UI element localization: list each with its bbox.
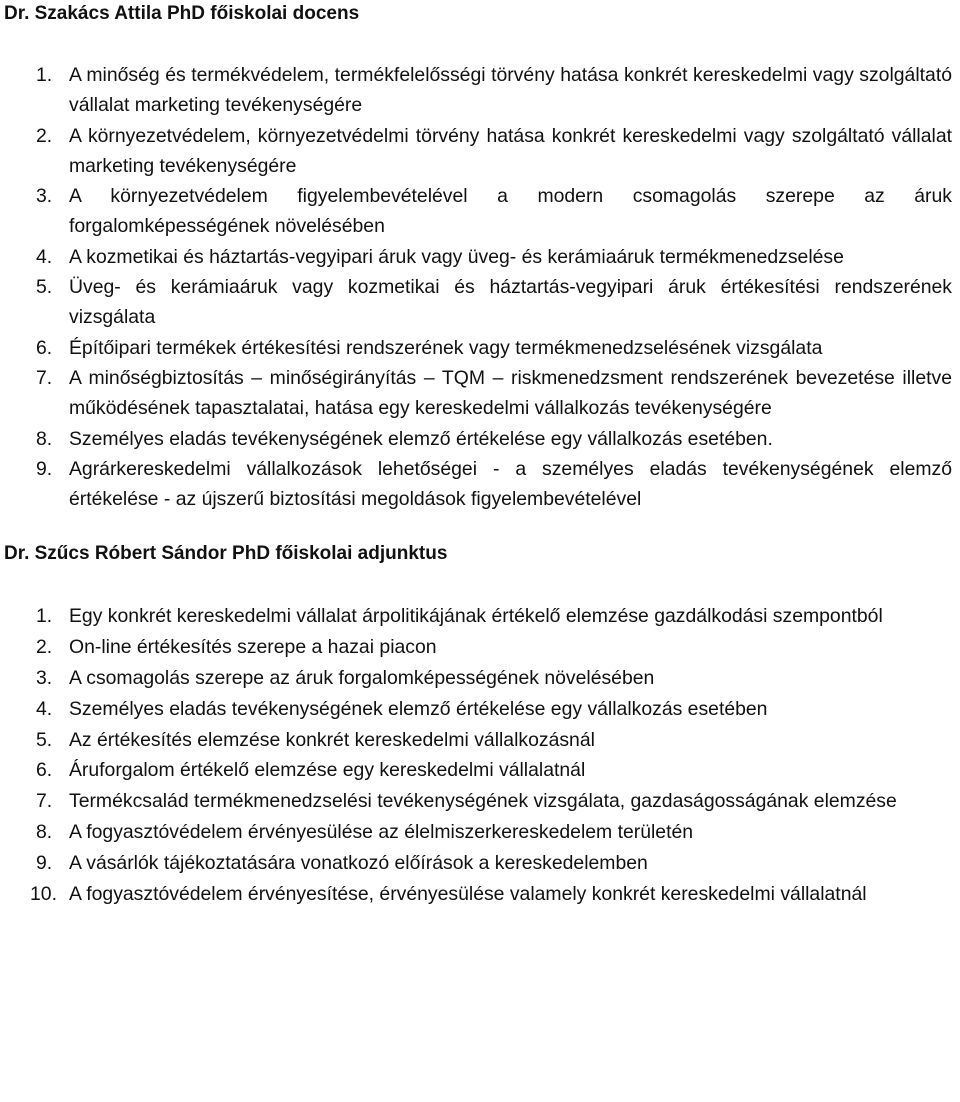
list-item: [4, 601, 953, 632]
item-number: 2.: [36, 636, 53, 659]
list-item: [4, 755, 953, 786]
item-text: Üveg- és kerámiaáruk vagy kozmetikai és háztartás-vegyipari áruk értékesítési rendszerének vizsgálata: [69, 276, 952, 329]
list-item: [4, 242, 953, 272]
item-text: Egy konkrét kereskedelmi vállalat árpolitikájának értékelő elemzése gazdálkodási szempontból: [69, 605, 883, 628]
topic-list: [4, 60, 953, 514]
list-item: [4, 663, 953, 694]
section-heading: Dr. Szakács Attila PhD főiskolai docens: [4, 3, 360, 24]
item-number: 3.: [36, 185, 53, 208]
item-number: 6.: [36, 759, 53, 782]
item-text: Az értékesítés elemzése konkrét kereskedelmi vállalkozásnál: [69, 728, 595, 751]
item-number: 4.: [36, 245, 53, 268]
item-text: A környezetvédelem, környezetvédelmi törvény hatása konkrét kereskedelmi vagy szolgáltató vállalat marketing tevékenységére: [69, 124, 952, 177]
item-number: 1.: [36, 605, 53, 628]
item-number: 6.: [36, 336, 53, 359]
item-text: On-line értékesítés szerepe a hazai piacon: [69, 636, 437, 659]
list-item: [4, 121, 953, 182]
item-number: 5.: [36, 728, 53, 751]
section-szucs: [4, 542, 953, 909]
list-item: [4, 333, 953, 363]
item-text: A vásárlók tájékoztatására vonatkozó előírások a kereskedelemben: [69, 851, 648, 874]
item-number: 8.: [36, 821, 53, 844]
list-item: [4, 817, 953, 848]
item-number: 7.: [36, 366, 53, 389]
list-item: [4, 181, 953, 242]
item-number: 9.: [36, 457, 53, 480]
section-heading: Dr. Szűcs Róbert Sándor PhD főiskolai adjunktus: [4, 543, 448, 565]
list-item: [4, 694, 953, 725]
item-text: A kozmetikai és háztartás-vegyipari áruk vagy üveg- és kerámiaáruk termékmenedzselése: [69, 245, 844, 268]
item-text: Termékcsalád termékmenedzselési tevékenységének vizsgálata, gazdaságosságának elemzése: [69, 790, 897, 813]
item-text: Személyes eladás tevékenységének elemző értékelése egy vállalkozás esetében.: [69, 427, 773, 450]
item-text: A fogyasztóvédelem érvényesítése, érvényesülése valamely konkrét kereskedelmi vállalatnál: [69, 882, 867, 905]
item-text: Áruforgalom értékelő elemzése egy kereskedelmi vállalatnál: [69, 759, 586, 782]
item-text: Személyes eladás tevékenységének elemző értékelése egy vállalkozás esetében: [69, 697, 768, 720]
section-szakacs: [4, 0, 953, 514]
item-text: A fogyasztóvédelem érvényesülése az élelmiszerkereskedelem területén: [69, 821, 694, 844]
list-item: [4, 424, 953, 454]
item-text: A környezetvédelem figyelembevételével a modern csomagolás szerepe az áruk forgalomképességének növelésében: [69, 185, 952, 238]
item-number: 10.: [30, 882, 57, 905]
item-text: A csomagolás szerepe az áruk forgalomképességének növelésében: [69, 667, 655, 690]
item-number: 4.: [36, 697, 53, 720]
list-item: [4, 272, 953, 333]
item-text: Agrárkereskedelmi vállalkozások lehetőségei - a személyes eladás tevékenységének elemző értékelése - az újszerű biztosítási megoldások figyelembevételével: [69, 457, 952, 511]
item-number: 9.: [36, 851, 53, 874]
item-number: 1.: [36, 64, 53, 86]
item-number: 8.: [36, 427, 53, 450]
item-text: Építőipari termékek értékesítési rendszerének vagy termékmenedzselésének vizsgálata: [69, 336, 823, 359]
list-item: [4, 786, 953, 817]
item-number: 7.: [36, 790, 53, 813]
topic-list: [4, 601, 953, 909]
list-item: [4, 848, 953, 879]
item-number: 2.: [36, 124, 53, 147]
list-item: [4, 725, 953, 756]
item-number: 3.: [36, 667, 53, 690]
list-item: [4, 879, 953, 910]
item-text: A minőség és termékvédelem, termékfelelősségi törvény hatása konkrét kereskedelmi vagy szolgáltató vállalat marketing tevékenységére: [69, 64, 952, 117]
list-item: [4, 60, 953, 121]
list-item: [4, 363, 953, 424]
list-item: [4, 632, 953, 663]
item-text: A minőségbiztosítás – minőségirányítás – TQM – riskmenedzsment rendszerének bevezetése illetve működésének tapasztalatai, hatása egy kereskedelmi vállalkozás tevékenységére: [69, 366, 952, 420]
item-number: 5.: [36, 276, 53, 299]
list-item: [4, 454, 953, 515]
